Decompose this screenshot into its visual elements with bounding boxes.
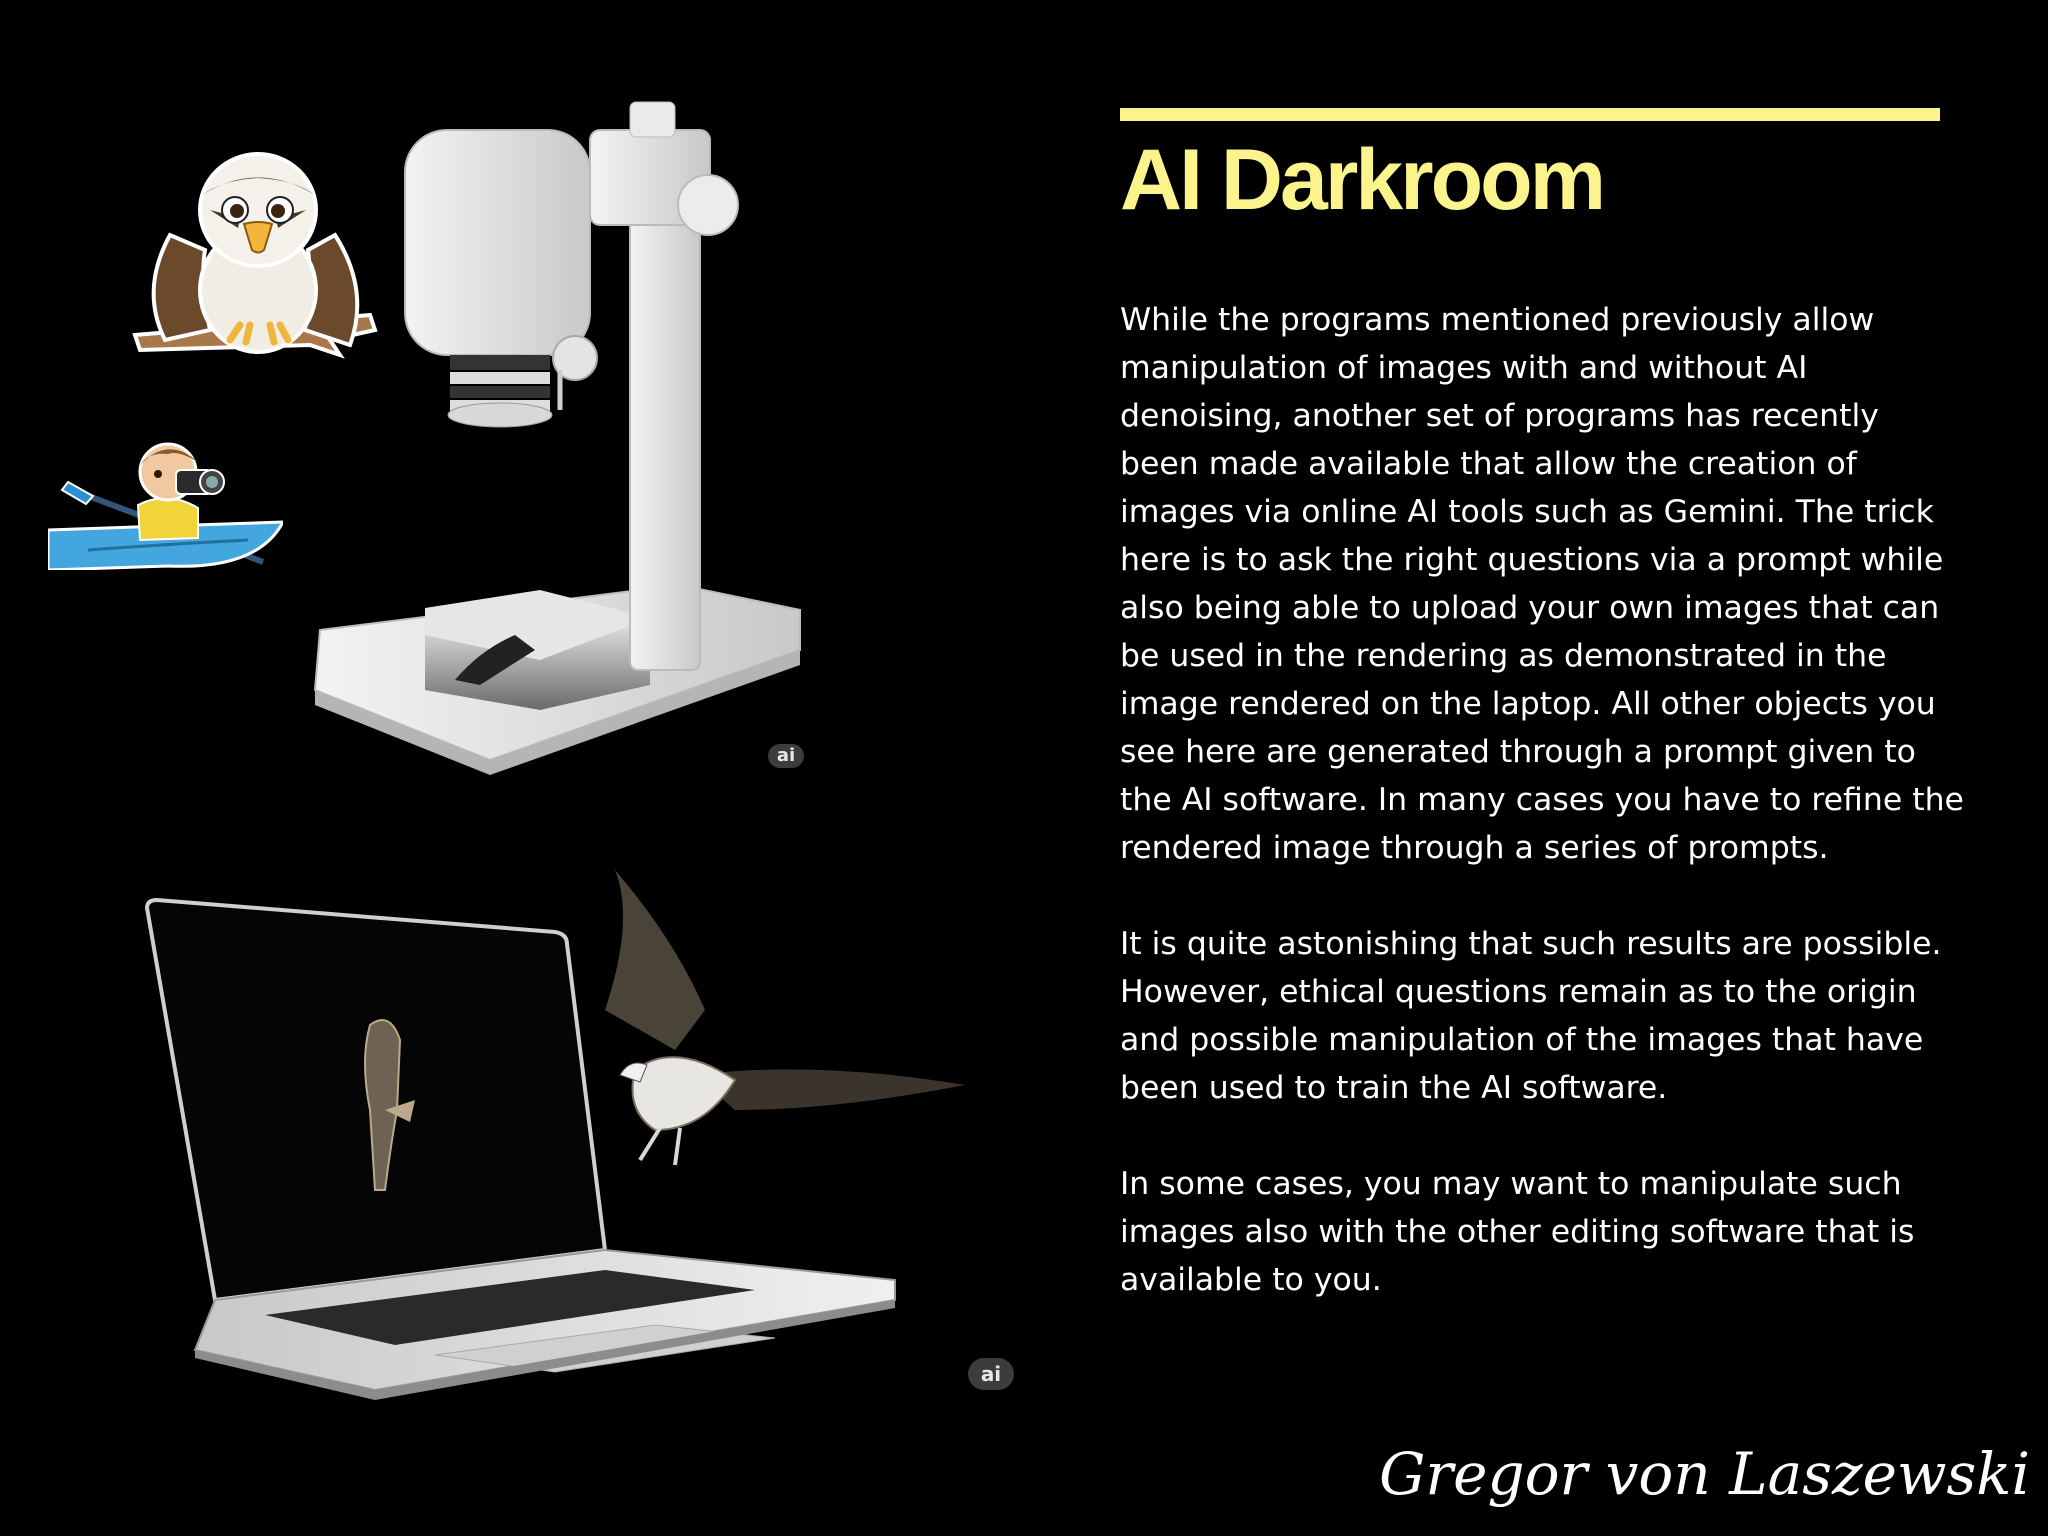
photo-enlarger-illustration (300, 90, 820, 790)
ai-badge-laptop: ai (968, 1358, 1014, 1390)
paragraph-2: It is quite astonishing that such results are possible. However, ethical questions remain as to the origin and possible manipulation of the images that have been used to train the AI software. (1120, 926, 1942, 1106)
author-signature: Gregor von Laszewski (1379, 1440, 2030, 1508)
body-text (1120, 296, 1965, 1304)
laptop-osprey-illustration (135, 860, 995, 1400)
page-title: AI Darkroom (1120, 132, 1604, 228)
ai-badge-enlarger: ai (768, 744, 804, 768)
title-accent-bar (1120, 108, 1940, 121)
paragraph-1: While the programs mentioned previously allow manipulation of images with and without AI denoising, another set of programs has recently been made available that allow the creation of images via online AI tools such as Gemini. The trick here is to ask the right questions via a prompt while also being able to upload your own images that can be used in the rendering as demonstrated in the image rendered on the laptop. All other objects you see here are generated through a prompt given to the AI software. In many cases you have to refine the rendered image through a series of prompts. (1120, 302, 1964, 866)
paragraph-3: In some cases, you may want to manipulate such images also with the other editing software that is available to you. (1120, 1166, 1915, 1298)
cartoon-kayak-photographer-illustration (48, 430, 283, 570)
